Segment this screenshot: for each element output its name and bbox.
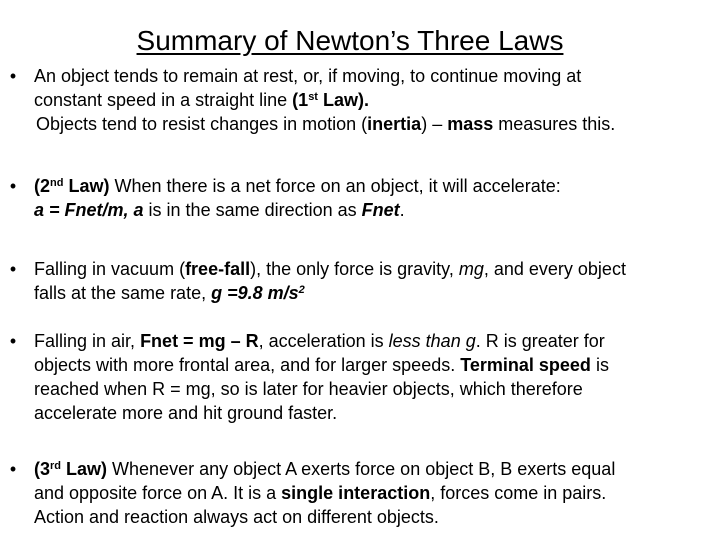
text-run: reached when R = mg, so is later for heavier objects, which therefore (34, 379, 583, 399)
bullet-text (34, 257, 714, 305)
text-run: accelerate more and hit ground faster. (34, 403, 338, 423)
text-line (34, 377, 714, 401)
text-run: Law). (317, 90, 369, 110)
bullet-dot: • (9, 66, 17, 86)
bullet-dot: • (9, 331, 17, 351)
text-run: Action and reaction always act on different objects. (34, 507, 439, 527)
text-run: Objects tend to resist changes in motion ( (36, 114, 368, 134)
text-run: Law) (63, 176, 110, 196)
text-run: (1 (292, 90, 309, 110)
text-run: inertia (367, 114, 422, 134)
text-line (34, 198, 714, 222)
text-run: st (308, 91, 318, 103)
text-run: single interaction (281, 483, 431, 503)
bullet-text (34, 64, 714, 136)
text-line (34, 505, 714, 529)
text-line (34, 457, 714, 481)
text-run: mg (458, 259, 484, 279)
bullet-dot: • (9, 176, 17, 196)
bullet-text (34, 457, 714, 529)
text-run: nd (50, 177, 64, 189)
text-run: ), the only force is gravity, (250, 259, 459, 279)
text-run: . R is greater for (475, 331, 605, 351)
text-run: measures this. (493, 114, 616, 134)
text-run: is (590, 355, 609, 375)
text-run: ) – (421, 114, 448, 134)
text-run: Fnet = mg – R (140, 331, 259, 351)
text-run: When there is a net force on an object, it will accelerate: (109, 176, 561, 196)
text-run: a = Fnet/m, a (34, 200, 144, 220)
text-run: , and every object (483, 259, 626, 279)
text-run: is in the same direction as (143, 200, 362, 220)
text-line (34, 112, 714, 136)
text-run: free-fall (185, 259, 251, 279)
bullet-dot: • (9, 459, 17, 479)
text-line (34, 481, 714, 505)
text-line (34, 257, 714, 281)
text-run: Fnet (361, 200, 400, 220)
bullet-text (34, 329, 714, 425)
bullet-dot: • (9, 259, 17, 279)
text-line (34, 64, 714, 88)
text-line (34, 174, 714, 198)
text-run: (2 (34, 176, 51, 196)
text-line (34, 401, 714, 425)
text-run: mass (447, 114, 494, 134)
text-line (34, 353, 714, 377)
text-run: objects with more frontal area, and for larger speeds. (34, 355, 461, 375)
text-run: rd (50, 460, 62, 472)
text-run: and opposite force on A. It is a (34, 483, 282, 503)
text-run: (3 (34, 459, 51, 479)
text-run: . (399, 200, 405, 220)
text-run: Falling in air, (34, 331, 141, 351)
text-run: falls at the same rate, (34, 283, 212, 303)
text-line (34, 88, 714, 112)
text-run: Law) (61, 459, 108, 479)
text-run: 2 (298, 284, 305, 296)
text-line (34, 329, 714, 353)
text-run: , forces come in pairs. (430, 483, 607, 503)
text-run: Terminal speed (460, 355, 591, 375)
slide-title: Summary of Newton’s Three Laws (136, 25, 564, 56)
text-line (34, 281, 714, 305)
text-run: Whenever any object A exerts force on object B, B exerts equal (107, 459, 616, 479)
text-run: Falling in vacuum ( (34, 259, 186, 279)
text-run: constant speed in a straight line (34, 90, 293, 110)
text-run: g =9.8 m/s (211, 283, 299, 303)
text-run: less than g (388, 331, 476, 351)
text-run: An object tends to remain at rest, or, if moving, to continue moving at (34, 66, 582, 86)
text-run: , acceleration is (258, 331, 389, 351)
bullet-text (34, 174, 714, 222)
